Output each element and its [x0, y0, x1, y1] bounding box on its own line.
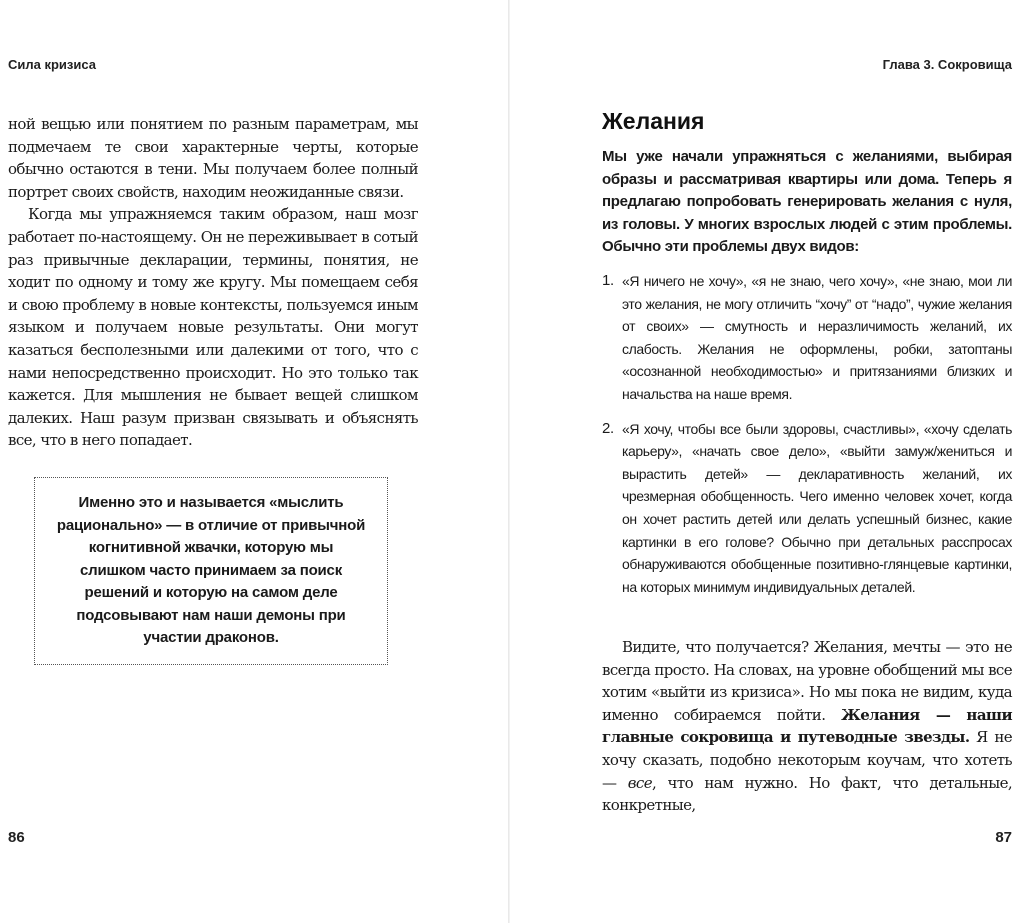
right-running-head: Глава 3. Сокровища: [882, 57, 1012, 72]
list-item: [602, 270, 1012, 406]
callout-text: Именно это и называется «мыслить рационально» — в отличие от привычной когнитивной жвачки, которую мы слишком часто принимаем за поиск решений и которую на самом деле подсовывают нам наши демоны при участии драконов.: [56, 493, 366, 647]
right-body-text: [602, 636, 1012, 817]
right-page-number: 87: [995, 829, 1012, 846]
list-item-number: 2.: [602, 419, 614, 437]
left-paragraph-2: Когда мы упражняемся таким образом, наш мозг работает по-настоящему. Он не переживывает в сотый раз привычные декларации, термины, понятия, не ходит по одному и тому же кругу. Мы помещаем себя и свою проблему в новые контексты, пользуемся иным языком и получаем новые результаты. Они могут казаться бесполезными или далекими от того, что с нами непосредственно происходит. Но это только так кажется. Для мышления не бывает вещей слишком далеких. Наш разум призван связывать и объяснять все, что в него попадает.: [8, 205, 418, 450]
closing-text-3: , что нам нужно. Но факт, что детальные, конкретные,: [602, 773, 1013, 815]
list-item-text: «Я хочу, чтобы все были здоровы, счастливы», «хочу сделать карьеру», «начать свое дело», «выйти замуж/жениться и вырастить детей» — декларативность желаний, их чрезмерная обобщенность. Чего именно человек хочет, когда он хочет растить детей или делать успешный бизнес, какие картинки в его голове? Обычно при детальных расспросах обнаруживаются обобщенные позитивно-глянцевые картинки, на которых минимум индивидуальных деталей.: [622, 420, 1012, 595]
callout-box: [34, 477, 388, 665]
left-page-number: 86: [8, 829, 25, 846]
closing-text-1: Видите, что получается? Желания, мечты — это не всегда просто. На словах, на уровне обобщений мы все хотим «выйти из кризиса». Но мы пока не видим, куда именно собираемся пойти.: [602, 638, 1012, 724]
left-paragraph-1: ной вещью или понятием по разным параметрам, мы подмечаем те свои характерные черты, которые обычно остаются в тени. Мы получаем более полный портрет своих свойств, находим неожиданные связи.: [8, 115, 418, 201]
problem-list: [602, 270, 1012, 598]
closing-bold-text: Желания — наши главные сокровища и путеводные звезды.: [602, 705, 1012, 747]
closing-paragraph: [602, 636, 1012, 817]
right-page: [510, 0, 1016, 923]
section-intro: Мы уже начали упражняться с желаниями, выбирая образы и рассматривая квартиры или дома. Теперь я предлагаю попробовать генерировать желания с нуля, из головы. У многих взрослых людей с этим проблемы. Обычно эти проблемы двух видов:: [602, 148, 1012, 256]
closing-italic-text: все: [627, 773, 653, 792]
closing-text-2: Я не хочу сказать, подобно некоторым коучам, что хотеть —: [602, 728, 1013, 792]
section-heading: Желания: [602, 108, 705, 134]
left-body-text: [8, 113, 418, 452]
left-running-head: Сила кризиса: [8, 57, 96, 72]
list-item: [602, 418, 1012, 599]
list-item-text: «Я ничего не хочу», «я не знаю, чего хочу», «не знаю, мои ли это желания, не могу отличить “хочу” от “надо”, чужие желания от своих» — смутность и неразличимость желаний, их слабость. Желания не оформлены, робки, затоптаны «осознанной необходимостью» и притязаниями близких и начальства на наше время.: [622, 273, 1012, 402]
list-item-number: 1.: [602, 272, 614, 289]
